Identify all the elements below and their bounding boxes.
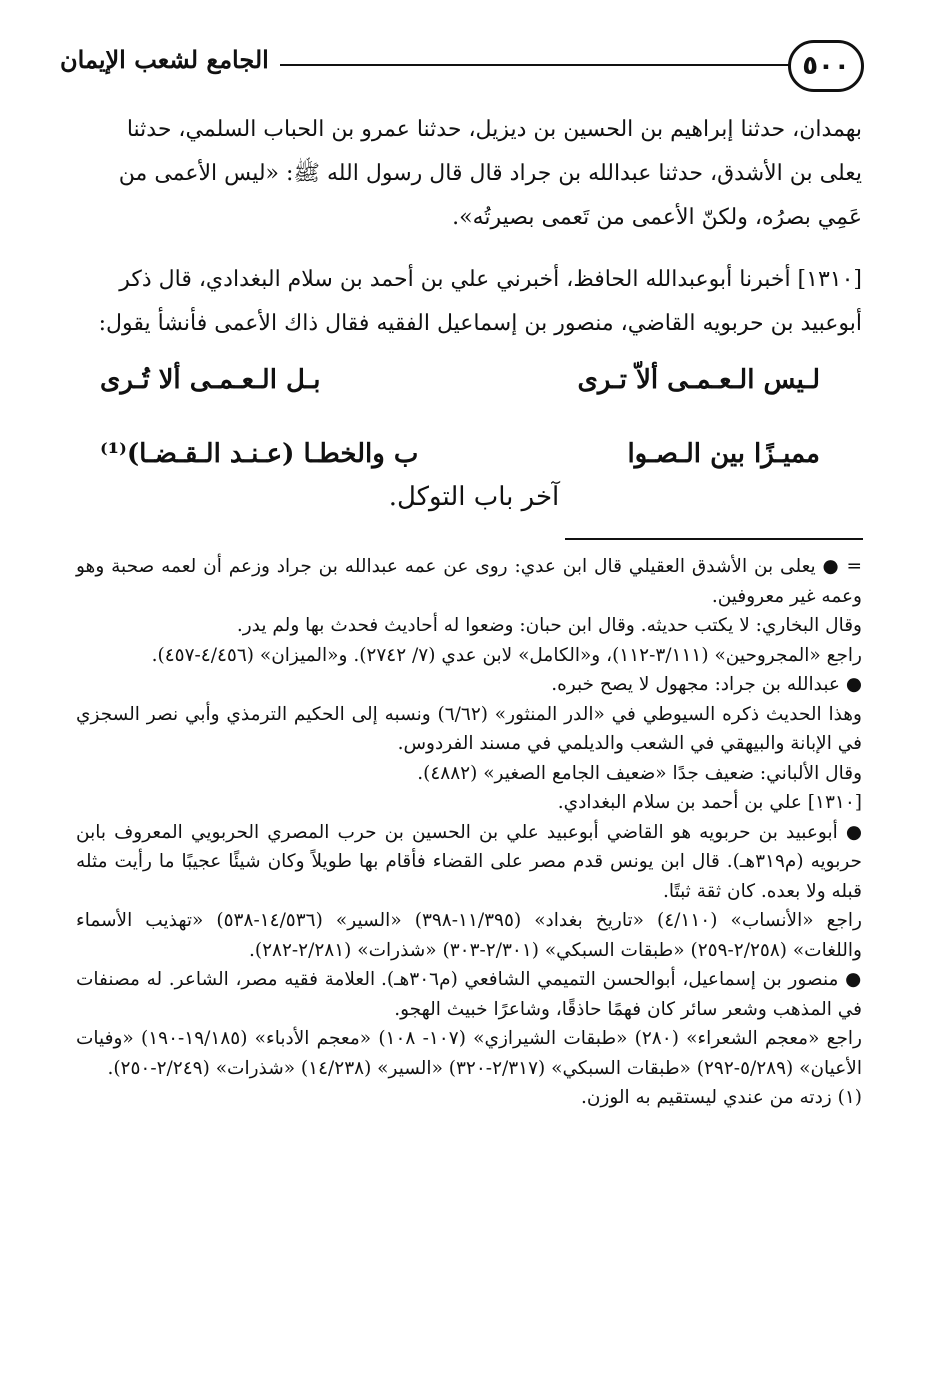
- poem-hemistich: ب والخطـا (عـنـد الـقـضـا)⁽¹⁾: [100, 439, 419, 469]
- footnote: راجع «معجم الشعراء» (٢٨٠) «طبقات الشيرازي» (١٠٧- ١٠٨) «معجم الأدباء» (١٩/١٨٥-١٩٠) «وفيات الأعيان» (٥/٢٨٩-٢٩٢) «طبقات السبكي» (٢/٣١٧-٣٢٠) «السير» (١٤/٢٣٨) «شذرات» (٢/٢٤٩-٢٥٠).: [76, 1028, 862, 1079]
- footnote: ● عبدالله بن جراد: مجهول لا يصح خبره.: [551, 674, 862, 695]
- footnote-separator: [565, 538, 863, 540]
- poem-verse: [100, 424, 820, 484]
- footnote: [١٣١٠] علي بن أحمد بن سلام البغدادي.: [557, 792, 862, 813]
- narration-paragraph: [76, 258, 862, 346]
- page-header: [50, 34, 870, 96]
- text-line: عَمِي بصرُه، ولكنّ الأعمى من تَعمى بصيرتُه».: [452, 205, 862, 230]
- poem-hemistich: لـيس الـعـمـى ألاّ تـرى: [577, 365, 820, 395]
- footnote: راجع «المجروحين» (٣/١١١-١١٢)، و«الكامل» لابن عدي (٧/ ٢٧٤٢). و«الميزان» (٤/٤٥٦-٤٥٧).: [151, 644, 862, 666]
- page-number: ٥٠٠: [788, 40, 864, 92]
- footnote: = ● يعلى بن الأشدق العقيلي قال ابن عدي: روى عن عمه عبدالله بن جراد وزعم أن لعمه صحبة وهو وعمه غير معروفين.: [76, 556, 862, 607]
- chapter-end: آخر باب التوكل.: [388, 482, 560, 512]
- text-line: بهمدان، حدثنا إبراهيم بن الحسين بن ديزيل، حدثنا عمرو بن الحباب السلمي، حدثنا: [126, 117, 862, 142]
- footnote: وقال الألباني: ضعيف جدًا «ضعيف الجامع الصغير» (٤٨٨٢).: [417, 762, 862, 784]
- footnotes: [76, 552, 862, 1113]
- footnote: ● أبوعبيد بن حربويه هو القاضي أبوعبيد علي بن الحسين بن حرب المصري الحربويي المعروف بابن حربويه (م٣١٩هـ). قال ابن يونس قدم مصر على القضاء فأقام بها طويلاً وكان شيئًا عجيبًا ما رأيت مثله قبله ولا بعده. كان ثقة ثبتًا.: [76, 821, 862, 902]
- footnote: وقال البخاري: لا يكتب حديثه. وقال ابن حبان: وضعوا له أحاديث فحدث بها ولم يدر.: [236, 615, 862, 636]
- hadith-paragraph: [76, 108, 862, 240]
- book-title: الجامع لشعب الإيمان: [60, 45, 269, 74]
- poem: [100, 350, 820, 484]
- text-line: يعلى بن الأشدق، حدثنا عبدالله بن جراد قال قال رسول الله ﷺ: «ليس الأعمى من: [118, 161, 862, 186]
- footnote: وهذا الحديث ذكره السيوطي في «الدر المنثور» (٦/٦٢) ونسبه إلى الحكيم الترمذي وأبي نصر السجزي في الإبانة والبيهقي في الشعب والديلمي في مسند الفردوس.: [76, 703, 862, 754]
- text-line: [١٣١٠] أخبرنا أبوعبدالله الحافظ، أخبرني علي بن أحمد بن سلام البغدادي، قال ذكر: [119, 267, 862, 292]
- footnote: (١) زدته من عندي ليستقيم به الوزن.: [580, 1087, 862, 1108]
- footnote: ● منصور بن إسماعيل، أبوالحسن التميمي الشافعي (م٣٠٦هـ). العلامة فقيه مصر، الشاعر. له مصنفات في المذهب وشعر سائر كان فهمًا حاذقًا، وشاعرًا خبيث الهجو.: [76, 969, 862, 1020]
- poem-hemistich: بـل الـعـمـى ألا تُـرى: [100, 365, 321, 395]
- poem-verse: [100, 350, 820, 410]
- text-line: أبوعبيد بن حربويه القاضي، منصور بن إسماعيل الفقيه فقال ذاك الأعمى فأنشأ يقول:: [98, 311, 862, 336]
- header-rule: [280, 64, 790, 66]
- poem-hemistich: مميـزًا بين الـصـوا: [627, 439, 820, 469]
- footnote: راجع «الأنساب» (٤/١١٠) «تاريخ بغداد» (١١/٣٩٥-٣٩٨) «السير» (١٤/٥٣٦-٥٣٨) «تهذيب الأسماء واللغات» (٢/٢٥٨-٢٥٩) «طبقات السبكي» (٢/٣٠١-٣٠٣) «شذرات» (٢/٢٨١-٢٨٢).: [76, 910, 862, 961]
